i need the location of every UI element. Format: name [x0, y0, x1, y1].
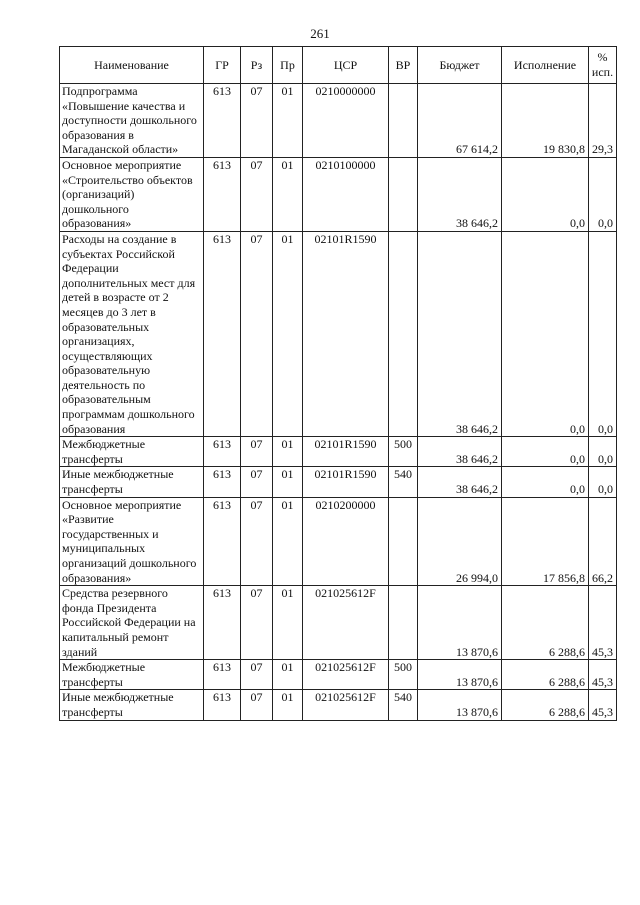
column-header: ЦСР	[303, 47, 389, 84]
row-pct-cell: 0,0	[589, 231, 617, 436]
row-vr-cell: 540	[389, 467, 418, 497]
row-gr-cell: 613	[204, 467, 241, 497]
row-name-cell: Иные межбюджетные трансферты	[60, 467, 204, 497]
column-header: % исп.	[589, 47, 617, 84]
row-name-cell: Основное мероприятие «Развитие государственных и муниципальных организаций дошкольного образования»	[60, 497, 204, 586]
row-name-cell: Межбюджетные трансферты	[60, 660, 204, 690]
row-exec-cell: 6 288,6	[502, 660, 589, 690]
row-rz-cell: 07	[241, 660, 273, 690]
row-pr-cell: 01	[273, 497, 303, 586]
row-budget-cell: 38 646,2	[418, 157, 502, 231]
column-header: ГР	[204, 47, 241, 84]
row-rz-cell: 07	[241, 231, 273, 436]
row-csr-cell: 02101R1590	[303, 467, 389, 497]
row-exec-cell: 0,0	[502, 231, 589, 436]
page-number: 261	[310, 26, 330, 41]
column-header: Рз	[241, 47, 273, 84]
header-row	[60, 47, 617, 84]
row-name-cell: Межбюджетные трансферты	[60, 437, 204, 467]
row-rz-cell: 07	[241, 84, 273, 158]
row-pct-cell: 45,3	[589, 660, 617, 690]
table-body	[60, 84, 617, 721]
row-csr-cell: 0210100000	[303, 157, 389, 231]
row-gr-cell: 613	[204, 231, 241, 436]
row-budget-cell: 67 614,2	[418, 84, 502, 158]
table-row	[60, 690, 617, 720]
row-vr-cell	[389, 84, 418, 158]
row-pr-cell: 01	[273, 660, 303, 690]
row-pct-cell: 29,3	[589, 84, 617, 158]
table-row	[60, 467, 617, 497]
row-rz-cell: 07	[241, 497, 273, 586]
row-name-cell: Основное мероприятие «Строительство объектов (организаций) дошкольного образования»	[60, 157, 204, 231]
row-budget-cell: 38 646,2	[418, 231, 502, 436]
row-pr-cell: 01	[273, 157, 303, 231]
table-row	[60, 84, 617, 158]
row-rz-cell: 07	[241, 157, 273, 231]
row-csr-cell: 0210000000	[303, 84, 389, 158]
row-vr-cell	[389, 497, 418, 586]
row-gr-cell: 613	[204, 660, 241, 690]
row-exec-cell: 6 288,6	[502, 690, 589, 720]
row-budget-cell: 13 870,6	[418, 586, 502, 660]
row-csr-cell: 0210200000	[303, 497, 389, 586]
row-pr-cell: 01	[273, 467, 303, 497]
row-rz-cell: 07	[241, 437, 273, 467]
row-budget-cell: 13 870,6	[418, 690, 502, 720]
row-csr-cell: 021025612F	[303, 690, 389, 720]
row-exec-cell: 0,0	[502, 437, 589, 467]
row-name-cell: Иные межбюджетные трансферты	[60, 690, 204, 720]
column-header: Пр	[273, 47, 303, 84]
row-budget-cell: 38 646,2	[418, 467, 502, 497]
row-csr-cell: 02101R1590	[303, 231, 389, 436]
table-row	[60, 660, 617, 690]
table-row	[60, 586, 617, 660]
row-exec-cell: 6 288,6	[502, 586, 589, 660]
row-csr-cell: 021025612F	[303, 660, 389, 690]
row-pr-cell: 01	[273, 84, 303, 158]
row-pct-cell: 66,2	[589, 497, 617, 586]
row-pct-cell: 45,3	[589, 690, 617, 720]
row-gr-cell: 613	[204, 690, 241, 720]
row-gr-cell: 613	[204, 497, 241, 586]
column-header: Наименование	[60, 47, 204, 84]
row-name-cell: Средства резервного фонда Президента Российской Федерации на капитальный ремонт зданий	[60, 586, 204, 660]
row-gr-cell: 613	[204, 437, 241, 467]
row-pr-cell: 01	[273, 690, 303, 720]
row-vr-cell: 540	[389, 690, 418, 720]
column-header: Бюджет	[418, 47, 502, 84]
row-exec-cell: 19 830,8	[502, 84, 589, 158]
row-gr-cell: 613	[204, 586, 241, 660]
row-exec-cell: 0,0	[502, 467, 589, 497]
row-vr-cell: 500	[389, 660, 418, 690]
column-header: ВР	[389, 47, 418, 84]
row-csr-cell: 021025612F	[303, 586, 389, 660]
row-vr-cell	[389, 586, 418, 660]
row-pct-cell: 0,0	[589, 437, 617, 467]
row-exec-cell: 0,0	[502, 157, 589, 231]
row-exec-cell: 17 856,8	[502, 497, 589, 586]
row-rz-cell: 07	[241, 467, 273, 497]
row-pr-cell: 01	[273, 586, 303, 660]
row-vr-cell: 500	[389, 437, 418, 467]
row-vr-cell	[389, 231, 418, 436]
row-budget-cell: 13 870,6	[418, 660, 502, 690]
row-rz-cell: 07	[241, 690, 273, 720]
row-gr-cell: 613	[204, 157, 241, 231]
table-row	[60, 497, 617, 586]
table-row	[60, 157, 617, 231]
row-name-cell: Расходы на создание в субъектах Российской Федерации дополнительных мест для детей в возрасте от 2 месяцев до 3 лет в образовательных организациях, осуществляющих образовательную деятельность по образовательным программам дошкольного образования	[60, 231, 204, 436]
row-pr-cell: 01	[273, 437, 303, 467]
row-vr-cell	[389, 157, 418, 231]
row-name-cell: Подпрограмма «Повышение качества и доступности дошкольного образования в Магаданской области»	[60, 84, 204, 158]
row-pct-cell: 0,0	[589, 157, 617, 231]
column-header: Исполнение	[502, 47, 589, 84]
row-gr-cell: 613	[204, 84, 241, 158]
table-row	[60, 437, 617, 467]
row-budget-cell: 26 994,0	[418, 497, 502, 586]
row-pct-cell: 45,3	[589, 586, 617, 660]
budget-table	[59, 46, 617, 721]
row-rz-cell: 07	[241, 586, 273, 660]
row-pr-cell: 01	[273, 231, 303, 436]
table-row	[60, 231, 617, 436]
row-pct-cell: 0,0	[589, 467, 617, 497]
row-csr-cell: 02101R1590	[303, 437, 389, 467]
row-budget-cell: 38 646,2	[418, 437, 502, 467]
